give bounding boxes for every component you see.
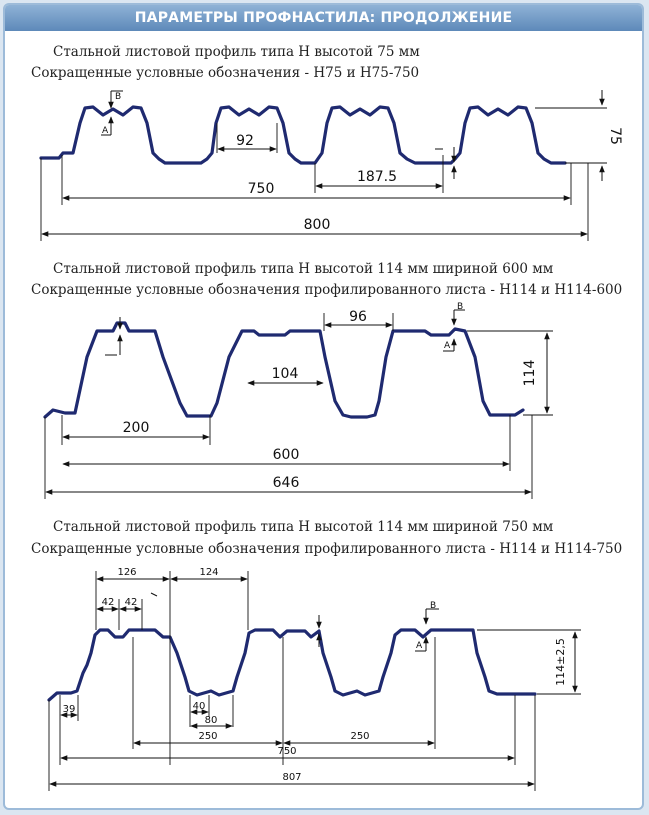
profile3-dim-250a: 250	[198, 731, 218, 742]
profile1-caption-line1: Стальной листовой профиль типа Н высотой 75 мм	[53, 44, 420, 60]
profile3-drawing	[49, 567, 581, 791]
profile3-width-label: 750	[277, 746, 297, 757]
profile3-overall-label: 807	[282, 772, 302, 783]
profile2-caption-line1: Стальной листовой профиль типа Н высотой 114 мм шириной 600 мм	[53, 261, 554, 277]
profile3-dim-80: 80	[204, 715, 218, 726]
profile3-dim-39: 39	[62, 704, 76, 715]
profile1-overall-label: 800	[303, 217, 331, 233]
profile3-caption-line2: Сокращенные условные обозначения профилированного листа - Н114 и Н114-750	[31, 541, 623, 557]
profile1-shape	[41, 107, 565, 163]
profile2-mark-b: B	[457, 302, 464, 312]
profile1-caption-line2: Сокращенные условные обозначения - Н75 и Н75-750	[31, 65, 420, 81]
profile3-mark-b: B	[430, 601, 437, 611]
profile3-caption-line1: Стальной листовой профиль типа Н высотой 114 мм шириной 750 мм	[53, 519, 554, 535]
profile2-overall-label: 646	[272, 475, 300, 491]
profile2-height-label: 114	[522, 359, 538, 387]
profile1-top-width-label: 92	[236, 133, 254, 149]
profile2-mark-a: A	[444, 341, 451, 351]
profile2-top-label: 96	[349, 309, 367, 325]
profile1-pitch-label: 187.5	[356, 169, 398, 185]
profile3-dim-42b: 42	[124, 597, 138, 608]
profile3-dim-40: 40	[192, 701, 206, 712]
profile3-shape	[49, 630, 535, 700]
profile1-mark-a: A	[102, 126, 109, 136]
profile1-height-label: 75	[607, 127, 623, 145]
profile2-width-label: 600	[272, 447, 300, 463]
profile3-dim-250b: 250	[350, 731, 370, 742]
profile1-width-label: 750	[247, 181, 275, 197]
profile2-bottom-label: 104	[271, 366, 299, 382]
page-header: ПАРАМЕТРЫ ПРОФНАСТИЛА: ПРОДОЛЖЕНИЕ	[5, 5, 642, 31]
page-frame	[3, 3, 644, 810]
profile2-pitch-label: 200	[122, 420, 150, 436]
profile3-dim-124: 124	[199, 567, 219, 578]
profile3-dim-126: 126	[117, 567, 137, 578]
profile1-drawing	[41, 90, 623, 241]
profile1-mark-b: B	[115, 92, 122, 102]
profile3-height-label: 114±2,5	[554, 638, 567, 686]
profiles-drawing	[5, 5, 644, 810]
profile2-caption-line2: Сокращенные условные обозначения профилированного листа - Н114 и Н114-600	[31, 282, 623, 298]
profile3-dim-42a: 42	[101, 597, 115, 608]
profile2-drawing	[45, 302, 553, 499]
profile3-mark-a: A	[416, 641, 423, 651]
